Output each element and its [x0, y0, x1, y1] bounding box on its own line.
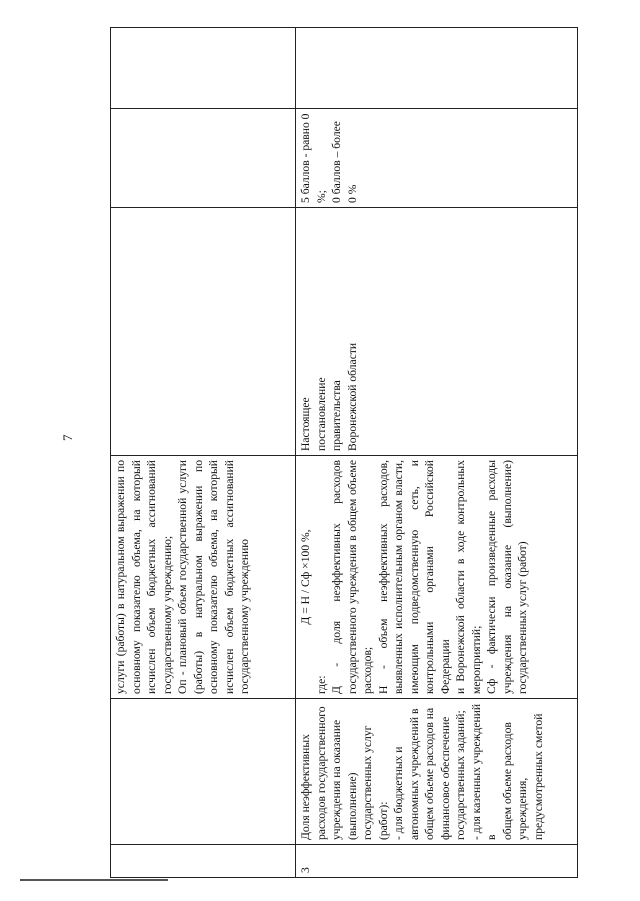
name-line: - для бюджетных и	[392, 746, 405, 840]
method-line: государственных услуг (работ)	[516, 541, 529, 694]
name-line: предусмотренных сметой	[531, 713, 545, 840]
method-line: Оп - плановый объем государственной услуги	[176, 460, 189, 694]
indicator-table	[110, 27, 578, 878]
cell-number: 3	[296, 845, 578, 878]
method-line: учреждения на оказание (выполнение)	[500, 460, 514, 694]
name-line: (работ):	[376, 801, 390, 840]
method-line: государственному учреждению;	[160, 535, 174, 694]
scan-edge-line	[20, 879, 168, 881]
method-line: контрольными органами Российской Федерации	[423, 460, 452, 694]
cell-source-empty	[111, 109, 296, 208]
rotated-table-wrapper	[110, 28, 578, 878]
source-line: Воронежской области	[345, 342, 359, 451]
cell-number-empty	[111, 845, 296, 878]
method-line: услуги (работы) в натуральном выражении по	[114, 460, 127, 694]
score-line: 0 баллов – более 0 %	[330, 121, 359, 203]
method-line: и Воронежской области в ходе контрольных	[454, 460, 467, 694]
name-line: общем объеме расходов на	[423, 707, 436, 840]
cell-scores-empty	[111, 28, 296, 109]
method-line: Сф - фактически произведенные расходы	[485, 460, 498, 694]
method-line: Н - объем неэффективных расходов,	[376, 460, 390, 694]
method-line: государственного учреждения в общем объеме	[345, 460, 359, 694]
cell-method	[296, 456, 578, 699]
source-line: постановление	[314, 377, 328, 451]
table-row-indicator-3	[296, 28, 578, 878]
cell-scores	[296, 109, 578, 208]
method-line: исчислен объем бюджетных ассигнований	[222, 460, 236, 694]
cell-blank	[111, 208, 296, 456]
method-line: (работы) в натуральном выражении по	[191, 460, 205, 694]
method-line: выявленных исполнительным органом власти,	[392, 460, 405, 694]
table-row-continued	[111, 28, 296, 878]
name-line: государственных заданий;	[454, 710, 467, 840]
method-line: имеющим подведомственную сеть, и	[407, 460, 421, 694]
page-number: 7	[60, 434, 75, 441]
name-line: учреждения на оказание	[330, 719, 343, 840]
method-line: расходов;	[361, 646, 374, 694]
name-line: учреждения,	[516, 777, 529, 840]
method-line: Д - доля неэффективных расходов	[330, 460, 343, 694]
method-line: мероприятий;	[469, 625, 483, 694]
cell-blank	[296, 28, 578, 109]
score-line: 5 баллов - равно 0 %;	[299, 113, 328, 203]
formula: Д = Н / Сф ×100 %,	[299, 529, 312, 625]
name-line: - для казенных учреждений в	[469, 703, 498, 840]
cell-method-continued	[111, 456, 296, 699]
name-line: финансовое обеспечение	[438, 716, 452, 840]
method-line: основному показателю объема, на который	[207, 460, 220, 694]
name-line: Доля неэффективных	[299, 734, 312, 840]
cell-name-empty	[111, 699, 296, 845]
source-line: правительства	[330, 380, 343, 451]
cell-indicator-name	[296, 699, 578, 845]
name-line: расходов государственного	[314, 706, 328, 840]
name-line: автономных учреждений в	[407, 708, 421, 840]
name-line: государственных услуг	[361, 725, 374, 840]
cell-source	[296, 208, 578, 456]
method-line: где:	[314, 675, 328, 694]
method-line: государственному учреждению	[238, 539, 251, 694]
source-line: Настоящее	[299, 397, 312, 451]
method-line: основному показателю объема, на который	[129, 460, 143, 694]
name-line: общем объеме расходов	[500, 722, 514, 840]
method-line: исчислен объем бюджетных ассигнований	[145, 460, 158, 694]
name-line: (выполнение)	[345, 772, 359, 840]
